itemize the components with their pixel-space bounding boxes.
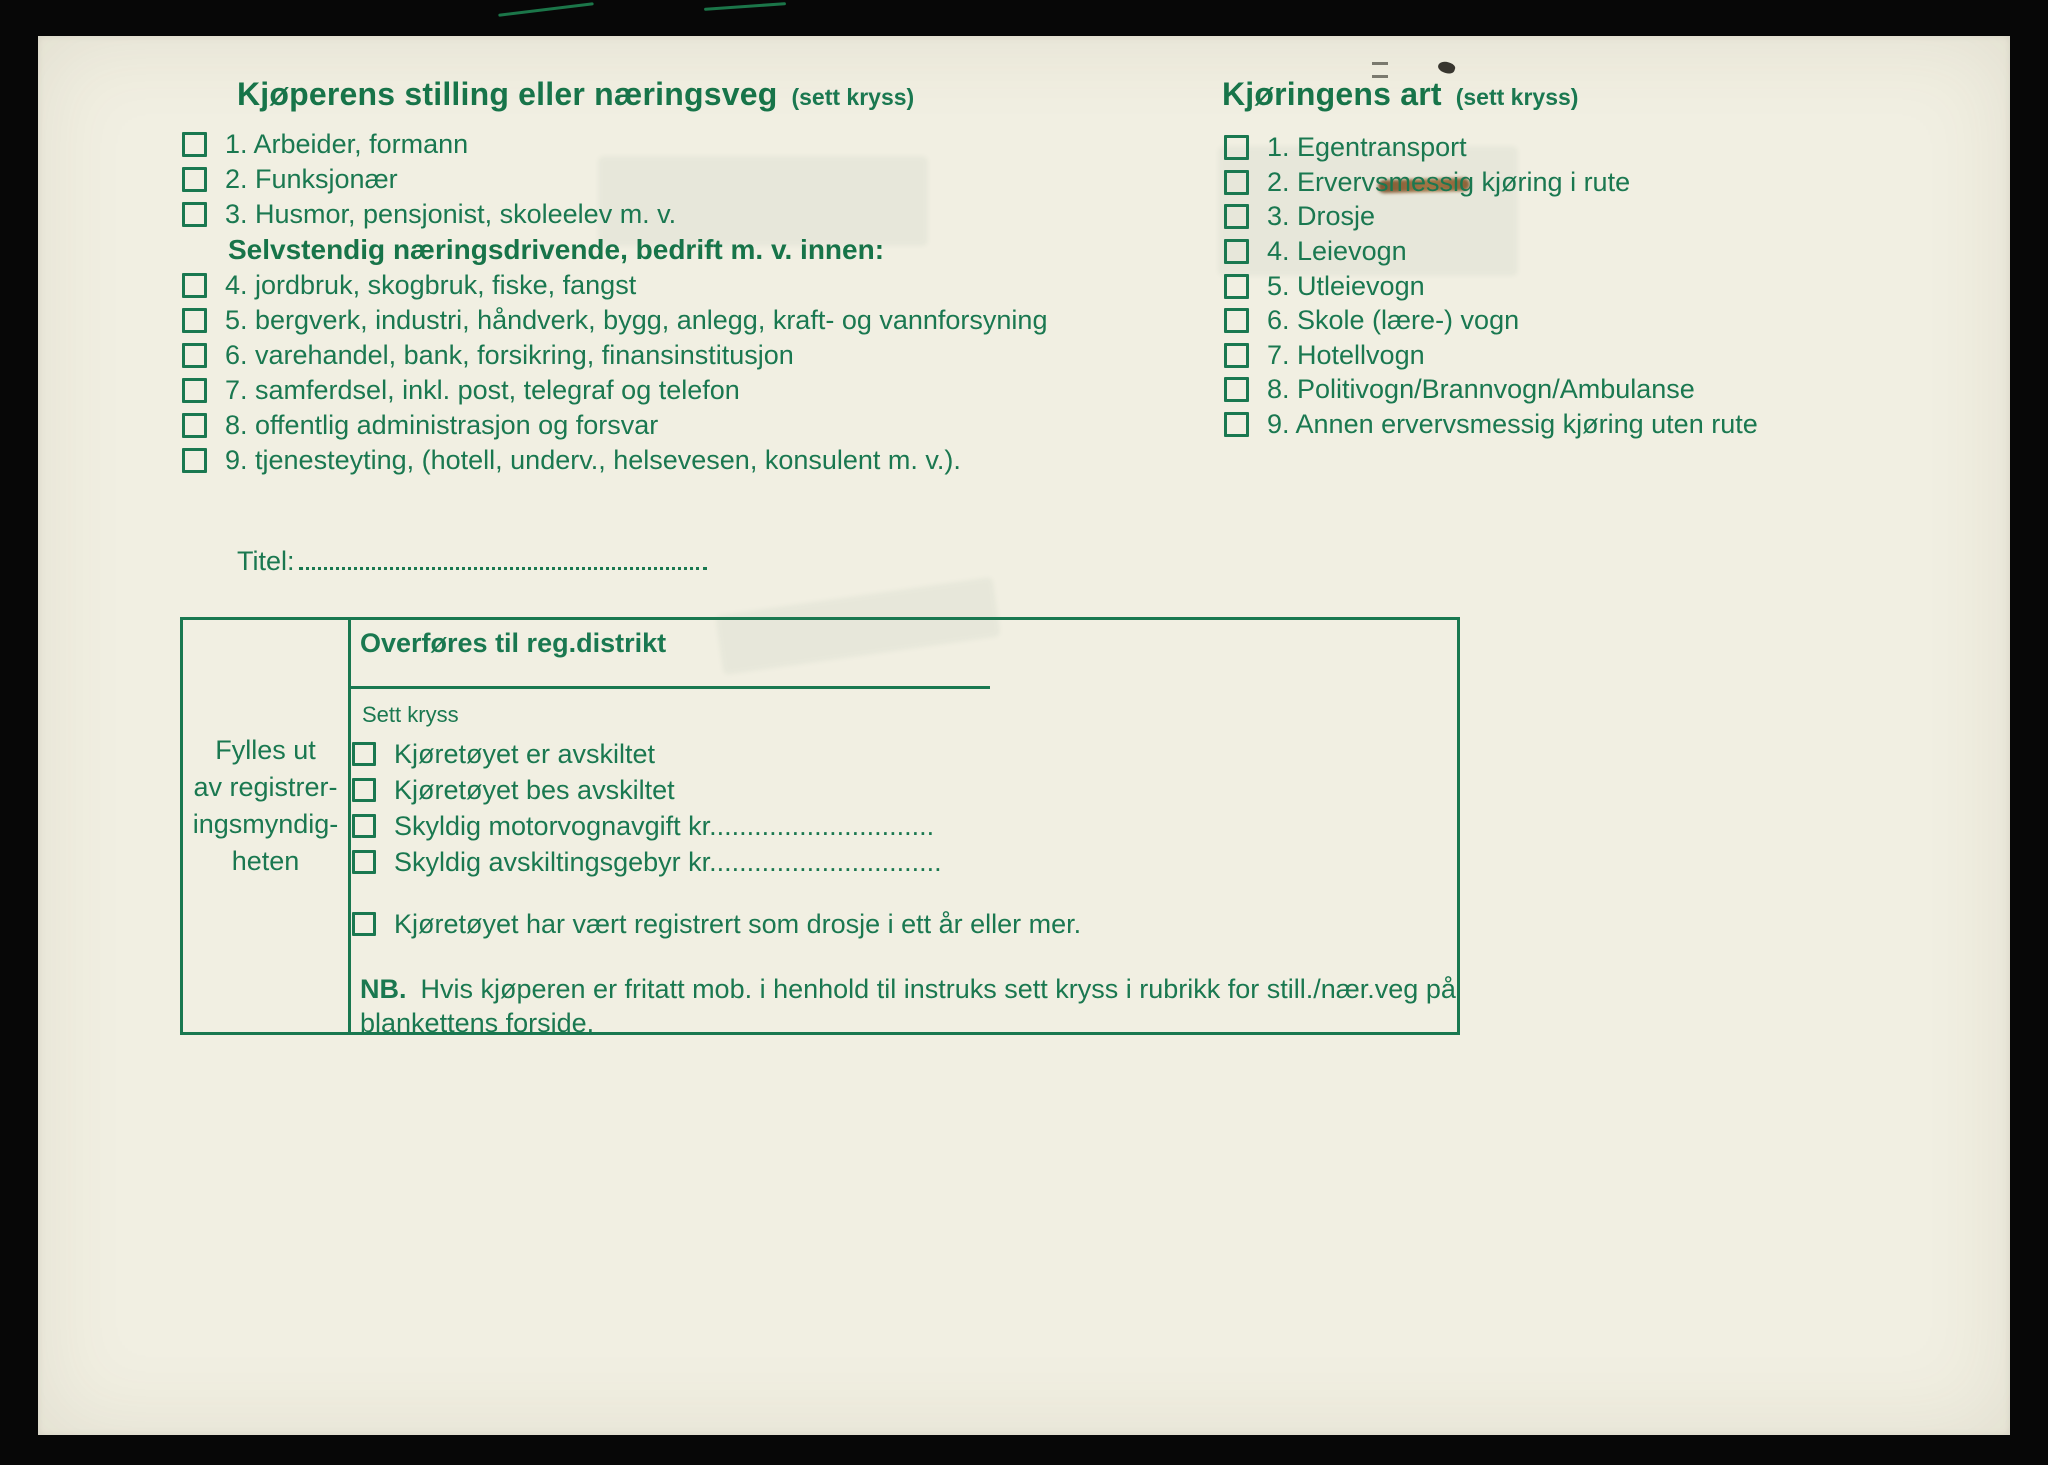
driving-option-2 [1224, 166, 1630, 198]
option-label: 5. Utleievogn [1267, 270, 1425, 301]
occupation-checkbox-7[interactable] [182, 378, 207, 403]
option-label: 4. jordbruk, skogbruk, fiske, fangst [225, 269, 637, 300]
reg-checkbox-2[interactable] [352, 778, 376, 802]
occupation-option-5 [182, 304, 1047, 336]
pen-stroke-artifact [498, 2, 594, 17]
option-label: Kjøretøyet er avskiltet [394, 738, 656, 769]
side-label-line: av registrer- [193, 772, 338, 802]
driving-checkbox-3[interactable] [1224, 204, 1249, 229]
driving-checkbox-7[interactable] [1224, 343, 1249, 368]
driving-checkbox-2[interactable] [1224, 170, 1249, 195]
reg-option-4 [352, 846, 942, 878]
occupation-option-4 [182, 269, 636, 301]
option-label: 3. Husmor, pensjonist, skoleelev m. v. [225, 198, 677, 229]
reg-checkbox-5[interactable] [352, 912, 376, 936]
driving-checkbox-1[interactable] [1224, 135, 1249, 160]
occupation-option-1 [182, 128, 468, 160]
pen-stroke-artifact [704, 2, 786, 11]
option-label: Skyldig avskiltingsgebyr kr............................... [394, 846, 942, 877]
occupation-option-2 [182, 163, 398, 195]
occupation-option-7 [182, 374, 740, 406]
sett-kryss-note: (sett kryss) [1455, 84, 1579, 110]
title-field-label: Titel: [237, 546, 295, 576]
driving-option-9 [1224, 408, 1758, 440]
driving-section-title: Kjøringens art [1222, 76, 1442, 112]
driving-section-header [1222, 76, 1578, 113]
option-label: 8. Politivogn/Brannvogn/Ambulanse [1267, 373, 1695, 404]
driving-option-8 [1224, 373, 1695, 405]
nb-text: Hvis kjøperen er fritatt mob. i henhold til instruks sett kryss i rubrikk for still./nær.veg på blankettens forside. [360, 974, 1456, 1038]
nb-label: NB. [360, 974, 407, 1004]
occupation-option-9 [182, 444, 961, 476]
option-label: 7. Hotellvogn [1267, 339, 1425, 370]
occupation-option-3 [182, 198, 676, 230]
occupation-checkbox-4[interactable] [182, 273, 207, 298]
title-field [237, 545, 707, 577]
option-label: Skyldig motorvognavgift kr.............................. [394, 810, 935, 841]
driving-checkbox-9[interactable] [1224, 412, 1249, 437]
occupation-section-header [237, 76, 914, 113]
occupation-checkbox-6[interactable] [182, 343, 207, 368]
driving-option-6 [1224, 304, 1519, 336]
side-label-line: ingsmyndig- [192, 809, 339, 839]
occupation-option-6 [182, 339, 794, 371]
occupation-checkbox-5[interactable] [182, 308, 207, 333]
driving-checkbox-6[interactable] [1224, 308, 1249, 333]
transfer-district-label: Overføres til reg.distrikt [360, 628, 667, 658]
occupation-checkbox-9[interactable] [182, 448, 207, 473]
option-label: 9. Annen ervervsmessig kjøring uten rute [1267, 408, 1758, 439]
option-label: 9. tjenesteyting, (hotell, underv., helsevesen, konsulent m. v.). [225, 444, 961, 475]
registration-box [180, 617, 1460, 1038]
form-paper [38, 36, 2010, 1435]
driving-option-5 [1224, 270, 1425, 302]
title-field-line[interactable] [299, 545, 707, 570]
option-label: 8. offentlig administrasjon og forsvar [225, 409, 659, 440]
reg-checkbox-4[interactable] [352, 850, 376, 874]
reg-option-5 [352, 908, 1081, 940]
option-label: 2. Funksjonær [225, 163, 398, 194]
driving-option-3 [1224, 200, 1375, 232]
ink-blob-artifact [1437, 60, 1457, 76]
driving-option-4 [1224, 235, 1407, 267]
driving-option-1 [1224, 131, 1467, 163]
sett-kryss-label: Sett kryss [362, 702, 459, 727]
option-label: 1. Egentransport [1267, 131, 1467, 162]
reg-option-2 [352, 774, 675, 806]
option-label: 6. Skole (lære-) vogn [1267, 304, 1520, 335]
option-label: Kjøretøyet bes avskiltet [394, 774, 675, 805]
option-label: Kjøretøyet har vært registrert som drosje i ett år eller mer. [394, 908, 1082, 939]
reg-checkbox-1[interactable] [352, 742, 376, 766]
occupation-section-title: Kjøperens stilling eller næringsveg [237, 76, 778, 112]
driving-checkbox-8[interactable] [1224, 377, 1249, 402]
side-label-line: Fylles ut [215, 735, 316, 765]
reg-checkbox-3[interactable] [352, 814, 376, 838]
occupation-subheading: Selvstendig næringsdrivende, bedrift m. v. innen: [228, 234, 885, 265]
box-divider [348, 620, 351, 1032]
occupation-checkbox-1[interactable] [182, 132, 207, 157]
option-label: 1. Arbeider, formann [225, 128, 469, 159]
option-label: 5. bergverk, industri, håndverk, bygg, anlegg, kraft- og vannforsyning [225, 304, 1048, 335]
driving-checkbox-5[interactable] [1224, 274, 1249, 299]
driving-checkbox-4[interactable] [1224, 239, 1249, 264]
occupation-checkbox-8[interactable] [182, 413, 207, 438]
sett-kryss-note: (sett kryss) [791, 84, 915, 110]
reg-option-3 [352, 810, 934, 842]
occupation-checkbox-3[interactable] [182, 202, 207, 227]
option-label: 2. Ervervsmessig kjøring i rute [1267, 166, 1631, 197]
side-label [183, 732, 348, 880]
option-label: 7. samferdsel, inkl. post, telegraf og telefon [225, 374, 740, 405]
driving-option-7 [1224, 339, 1425, 371]
option-label: 3. Drosje [1267, 200, 1376, 231]
side-label-line: heten [231, 846, 300, 876]
option-label: 6. varehandel, bank, forsikring, finansinstitusjon [225, 339, 794, 370]
nb-note [360, 972, 1460, 1040]
reg-option-1 [352, 738, 655, 770]
option-label: 4. Leievogn [1267, 235, 1407, 266]
occupation-checkbox-2[interactable] [182, 167, 207, 192]
transfer-district-line[interactable] [348, 686, 990, 689]
occupation-option-8 [182, 409, 658, 441]
